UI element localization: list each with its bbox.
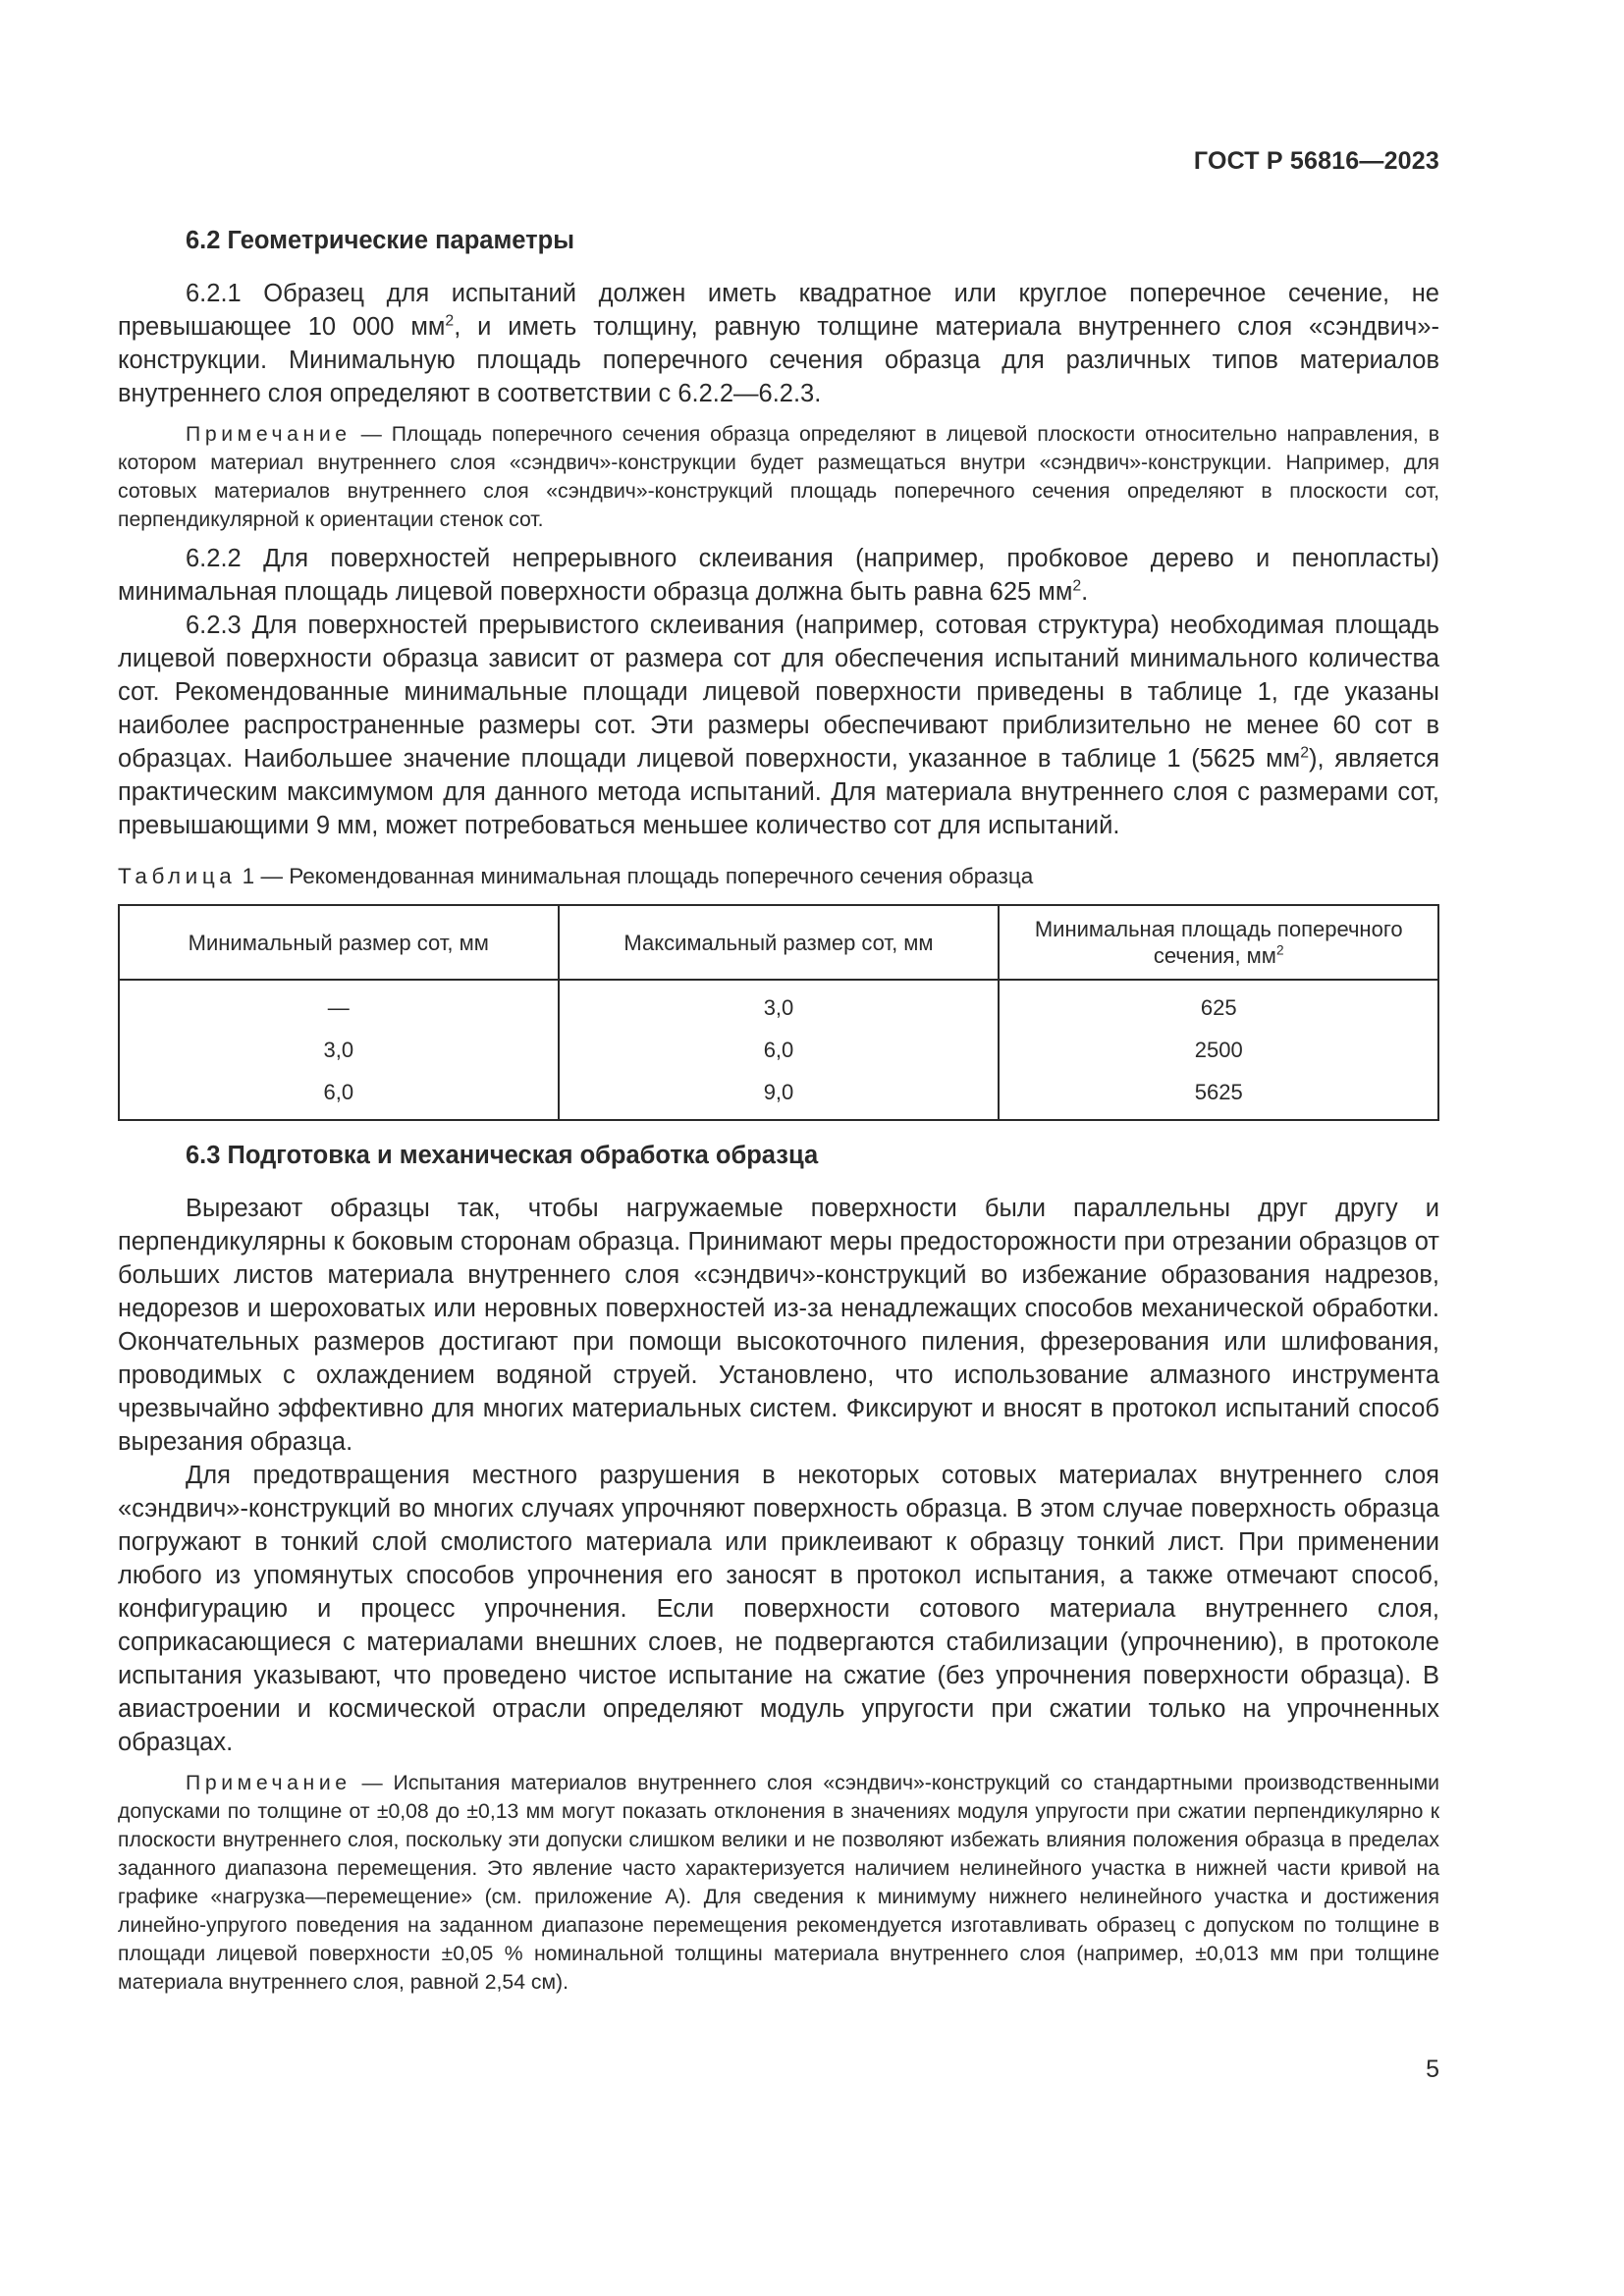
text: 6.2.1 Образец для испытаний должен иметь квадратное или круглое поперечное сечение, не превышающее 10 000 мм	[118, 280, 1439, 341]
section-6-2-title: 6.2 Геометрические параметры	[186, 227, 574, 254]
note-label: Примечание	[186, 1772, 352, 1794]
table-1	[118, 904, 1439, 1121]
table-header-row	[119, 905, 1438, 980]
paragraph-6-2-2	[118, 542, 1439, 609]
section-6-3-title: 6.3 Подготовка и механическая обработка образца	[186, 1142, 819, 1169]
note-label: Примечание	[186, 423, 352, 446]
superscript: 2	[1275, 942, 1284, 958]
table-cell: 6,0	[119, 1071, 559, 1120]
text: 6.2.2 Для поверхностей непрерывного склеивания (например, пробковое дерево и пенопласты) минимальная площадь лицевой поверхности образца должна быть равна 625 мм	[118, 545, 1439, 606]
table-caption-text: 1 — Рекомендованная минимальная площадь поперечного сечения образца	[236, 864, 1034, 888]
column-header-min-cell-size: Минимальный размер сот, мм	[119, 905, 559, 980]
table-caption-label: Таблица	[118, 864, 237, 888]
table-cell: 9,0	[559, 1071, 1000, 1120]
superscript: 2	[1300, 744, 1310, 762]
table-cell: 2500	[999, 1029, 1438, 1071]
note-6-2	[118, 420, 1439, 534]
column-header-max-cell-size: Максимальный размер сот, мм	[559, 905, 1000, 980]
paragraph-6-2-3	[118, 609, 1439, 842]
table-cell: —	[119, 980, 559, 1029]
note-text: — Площадь поперечного сечения образца определяют в лицевой плоскости относительно направления, в котором материал внутреннего слоя «сэндвич»-конструкции будет размещаться внутри «сэндвич»-конструкции. Например, для сотовых материалов внутреннего слоя «сэндвич»-конструкций площадь поперечного сечения определяют в плоскости сот, перпендикулярной к ориентации стенок сот.	[118, 423, 1439, 531]
paragraph-6-2-1	[118, 277, 1439, 410]
paragraph-6-3-2: Для предотвращения местного разрушения в некоторых сотовых материалах внутреннего слоя «сэндвич»-конструкций во многих случаях упрочняют поверхность образца. В этом случае поверхность образца погружают в тонкий слой смолистого материала или приклеивают к образцу тонкий лист. При применении любого из упомянутых способов упрочнения его заносят в протокол испытания, а также отмечают способ, конфигурацию и процесс упрочнения. Если поверхности сотового материала внутреннего слоя, соприкасающиеся с материалами внешних слоев, не подвергаются стабилизации (упрочнению), в протоколе испытания указывают, что проведено чистое испытание на сжатие (без упрочнения поверхности образца). В авиастроении и космической отрасли определяют модуль упругости при сжатии только на упрочненных образцах.	[118, 1462, 1439, 1756]
column-header-min-area	[999, 905, 1438, 980]
table-row	[119, 1029, 1438, 1071]
table-cell: 6,0	[559, 1029, 1000, 1071]
table-cell: 5625	[999, 1071, 1438, 1120]
page-number: 5	[1426, 2056, 1439, 2083]
page-content	[118, 224, 1439, 2004]
header-text: Минимальная площадь поперечного сечения, мм	[1034, 917, 1403, 968]
table-cell: 3,0	[119, 1029, 559, 1071]
superscript: 2	[445, 312, 455, 330]
text: ), является практическим максимумом для данного метода испытаний. Для материала внутреннего слоя с размерами сот, превышающими 9 мм, может потребоваться меньшее количество сот для испытаний.	[118, 745, 1440, 839]
table-row	[119, 980, 1438, 1029]
paragraph-6-3-1: Вырезают образцы так, чтобы нагружаемые поверхности были параллельны друг другу и перпендикулярны к боковым сторонам образца. Принимают меры предосторожности при отрезании образцов от больших листов материала внутреннего слоя «сэндвич»-конструкций во избежание образования надрезов, недорезов и шероховатых или неровных поверхностей из-за ненадлежащих способов механической обработки. Окончательных размеров достигают при помощи высокоточного пиления, фрезерования или шлифования, проводимых с охлаждением водяной струей. Установлено, что использование алмазного инструмента чрезвычайно эффективно для многих материальных систем. Фиксируют и вносят в протокол испытаний способ вырезания образца.	[118, 1195, 1439, 1456]
text: 6.2.3 Для поверхностей прерывистого склеивания (например, сотовая структура) необходимая площадь лицевой поверхности образца зависит от размера сот для обеспечения испытаний минимального количества сот. Рекомендованные минимальные площади лицевой поверхности приведены в таблице 1, где указаны наиболее распространенные размеры сот. Эти размеры обеспечивают приблизительно не менее 60 сот в образцах. Наибольшее значение площади лицевой поверхности, указанное в таблице 1 (5625 мм	[118, 612, 1439, 773]
superscript: 2	[1072, 577, 1082, 595]
note-text: — Испытания материалов внутреннего слоя «сэндвич»-конструкций со стандартными производственными допусками по толщине от ±0,08 до ±0,13 мм могут показать отклонения в значениях модуля упругости при сжатии перпендикулярно к плоскости внутреннего слоя, поскольку эти допуски слишком велики и не позволяют избежать влияния положения образца в пределах заданного диапазона перемещения. Это явление часто характеризуется наличием нелинейного участка в нижней части кривой на графике «нагрузка—перемещение» (см. приложение А). Для сведения к минимуму нижнего нелинейного участка и достижения линейно-упругого поведения на заданном диапазоне перемещения рекомендуется изготавливать образец с допуском по толщине в площади лицевой поверхности ±0,05 % номинальной толщины материала внутреннего слоя (например, ±0,013 мм при толщине материала внутреннего слоя, равной 2,54 см).	[118, 1772, 1439, 1994]
table-cell: 625	[999, 980, 1438, 1029]
table-cell: 3,0	[559, 980, 1000, 1029]
table-row	[119, 1071, 1438, 1120]
document-code: ГОСТ Р 56816—2023	[1193, 147, 1439, 175]
text: , и иметь толщину, равную толщине материала внутреннего слоя «сэндвич»-конструкции. Минимальную площадь поперечного сечения образца для различных типов материалов внутреннего слоя определяют в соответствии с 6.2.2—6.2.3.	[118, 313, 1439, 407]
note-6-3	[118, 1769, 1439, 1997]
table-1-caption	[118, 862, 1439, 891]
text: .	[1081, 578, 1089, 606]
